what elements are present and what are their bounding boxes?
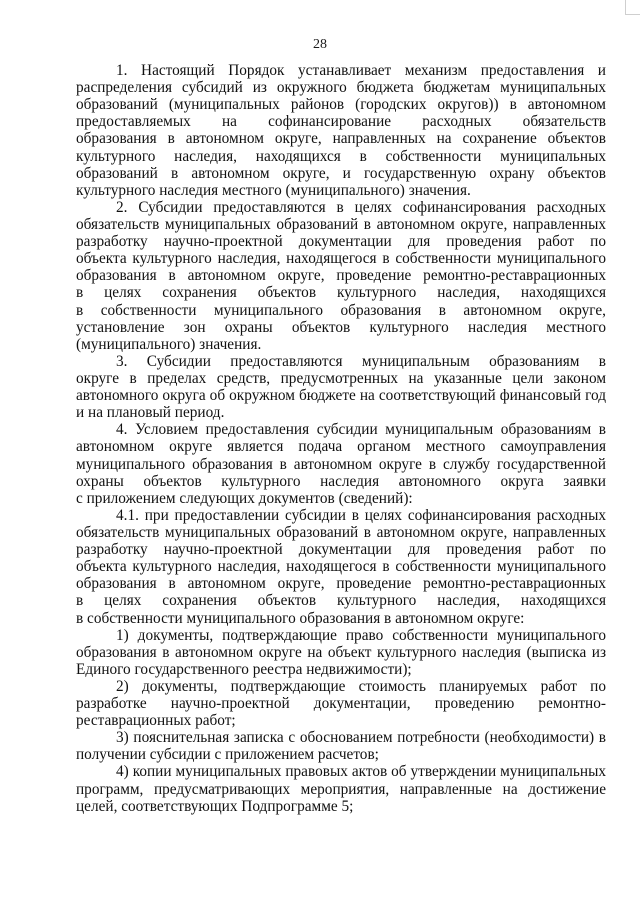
- text-line: автономном округе является подача органом местного самоуправления: [76, 438, 606, 456]
- text-line: 3) пояснительная записка с обоснованием потребности (необходимости) в: [116, 729, 606, 747]
- text-line: обязательств муниципальных образований в автономном округе, направленных: [76, 215, 606, 233]
- text-line: 3. Субсидии предоставляются муниципальным образованиям в: [116, 352, 606, 370]
- text-line: 1) документы, подтверждающие право собственности муниципального: [116, 626, 606, 644]
- text-line: и на плановый период.: [76, 404, 225, 422]
- text-line: образований (муниципальных районов (городских округов)) в автономном: [76, 96, 606, 114]
- text-line: целей, соответствующих Подпрограмме 5;: [76, 797, 354, 815]
- text-line: получении субсидии с приложением расчетов;: [76, 746, 379, 764]
- text-line: в собственности муниципального образования в автономном округе:: [76, 609, 525, 627]
- document-body: [76, 62, 606, 815]
- text-line: образования в автономном округе на объект культурного наследия (выписка из: [76, 643, 606, 661]
- text-line: образования в автономном округе, проведение ремонтно-реставрационных: [76, 575, 606, 593]
- text-line: культурного наследия, находящихся в собственности муниципальных: [76, 147, 606, 165]
- text-line: реставрационных работ;: [76, 712, 236, 730]
- text-line: образований в автономном округе, и государственную охрану объектов: [76, 164, 606, 182]
- text-line: с приложением следующих документов (сведений):: [76, 489, 413, 507]
- text-line: 2) документы, подтверждающие стоимость планируемых работ по: [116, 677, 606, 695]
- text-line: округе в пределах средств, предусмотренных на указанные цели законом: [76, 369, 606, 387]
- text-line: 4) копии муниципальных правовых актов об утверждении муниципальных: [116, 763, 606, 781]
- text-line: 4. Условием предоставления субсидии муниципальным образованиям в: [116, 421, 606, 439]
- text-line: охраны объектов культурного наследия автономного округа заявки: [76, 472, 606, 490]
- text-line: образования в автономном округе, направленных на сохранение объектов: [76, 130, 606, 148]
- text-line: объекта культурного наследия, находящегося в собственности муниципального: [76, 250, 606, 268]
- text-line: в собственности муниципального образования в автономном округе,: [76, 301, 606, 319]
- text-line: программ, предусматривающих мероприятия, направленные на достижение: [76, 780, 606, 798]
- text-line: в целях сохранения объектов культурного наследия, находящихся: [76, 592, 606, 610]
- text-line: обязательств муниципальных образований в автономном округе, направленных: [76, 523, 606, 541]
- page-number: 28: [313, 37, 327, 52]
- text-line: муниципального образования в автономном округе в службу государственной: [76, 455, 606, 473]
- text-line: разработку научно-проектной документации для проведения работ по: [76, 541, 606, 559]
- text-line: 1. Настоящий Порядок устанавливает механизм предоставления и: [116, 62, 606, 79]
- text-line: (муниципального) значения.: [76, 335, 262, 353]
- text-line: автономного округа об окружном бюджете на соответствующий финансовый год: [76, 387, 606, 405]
- text-line: предоставляемых на софинансирование расходных обязательств: [76, 113, 606, 131]
- text-line: 2. Субсидии предоставляются в целях софинансирования расходных: [116, 198, 606, 216]
- text-line: Единого государственного реестра недвижимости);: [76, 660, 412, 678]
- text-line: объекта культурного наследия, находящегося в собственности муниципального: [76, 558, 606, 576]
- text-line: 4.1. при предоставлении субсидии в целях софинансирования расходных: [116, 506, 606, 524]
- text-line: образования в автономном округе, проведение ремонтно-реставрационных: [76, 267, 606, 285]
- text-line: разработке научно-проектной документации, проведению ремонтно-: [76, 695, 606, 713]
- text-line: в целях сохранения объектов культурного наследия, находящихся: [76, 284, 606, 302]
- scan-corner-mark: [625, 0, 640, 15]
- text-line: установление зон охраны объектов культурного наследия местного: [76, 318, 606, 336]
- text-line: распределения субсидий из окружного бюджета бюджетам муниципальных: [76, 79, 606, 97]
- text-line: культурного наследия местного (муниципального) значения.: [76, 181, 471, 199]
- text-line: разработку научно-проектной документации для проведения работ по: [76, 233, 606, 251]
